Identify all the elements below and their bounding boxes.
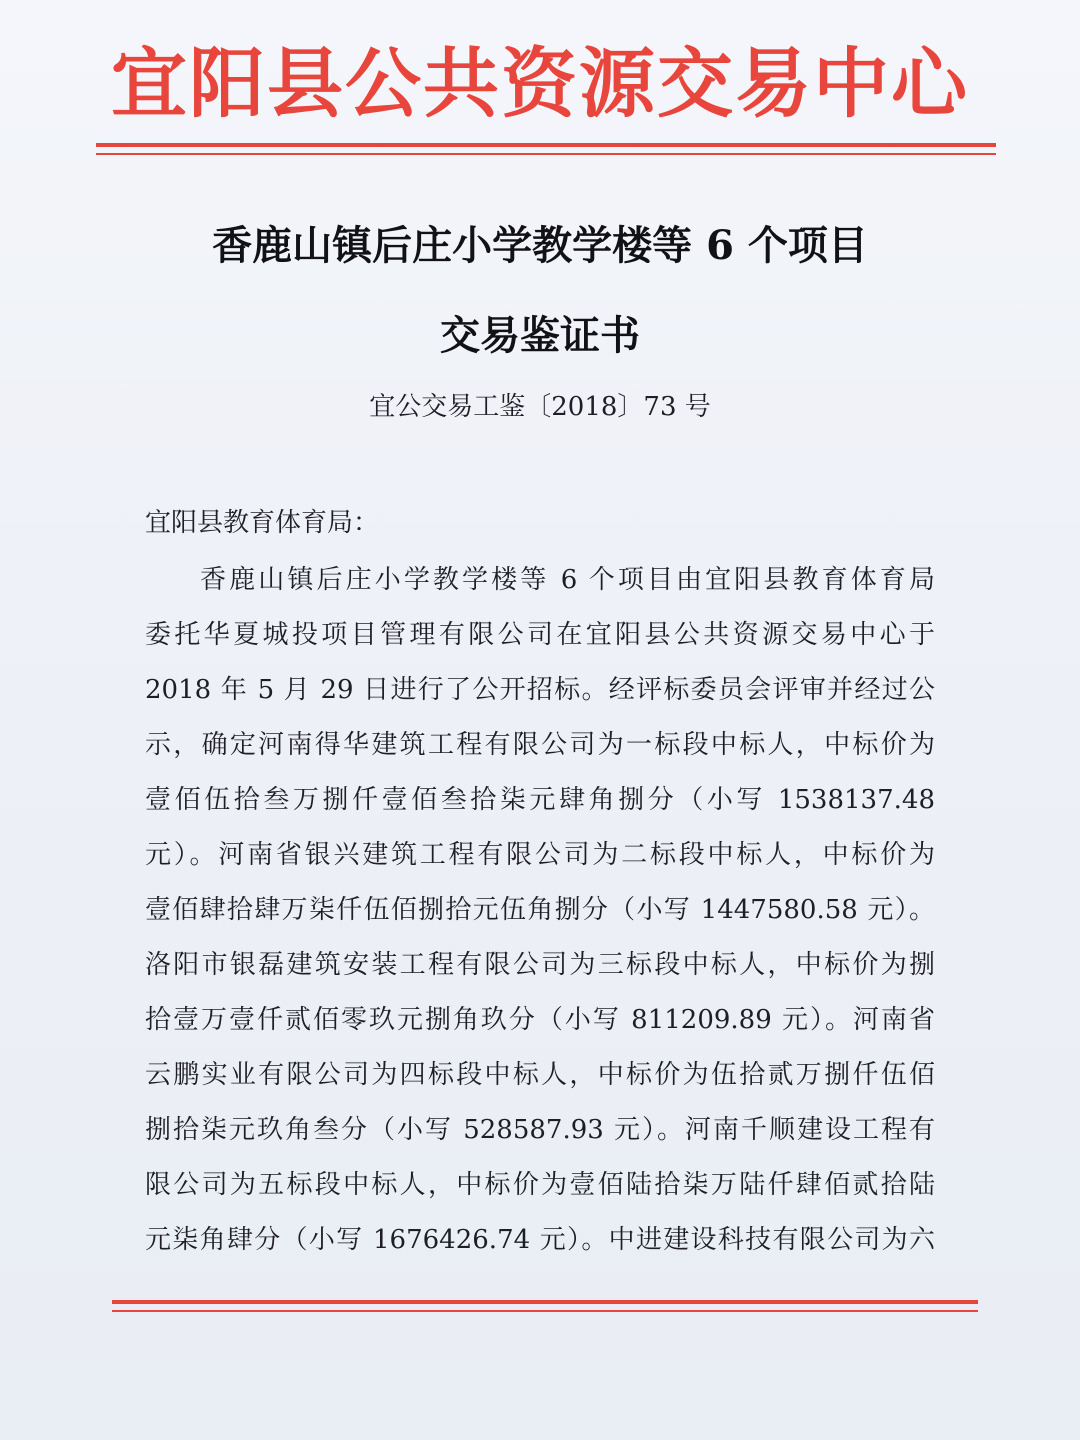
body-line: 洛阳市银磊建筑安装工程有限公司为三标段中标人，中标价为捌 bbox=[145, 950, 935, 980]
body-line: 壹佰伍拾叁万捌仟壹佰叁拾柒元肆角捌分（小写 1538137.48 bbox=[145, 785, 935, 815]
body-line: 香鹿山镇后庄小学教学楼等 6 个项目由宜阳县教育体育局 bbox=[200, 565, 935, 595]
footer-rule-thick bbox=[112, 1300, 978, 1304]
body-line: 云鹏实业有限公司为四标段中标人，中标价为伍拾贰万捌仟伍佰 bbox=[145, 1060, 935, 1090]
body-line: 元）。河南省银兴建筑工程有限公司为二标段中标人，中标价为 bbox=[145, 840, 935, 870]
addressee: 宜阳县教育体育局： bbox=[145, 508, 380, 538]
letterhead-org-name: 宜阳县公共资源交易中心 bbox=[111, 39, 969, 128]
letterhead-rule-thin bbox=[96, 153, 996, 155]
body-line: 壹佰肆拾肆万柒仟伍佰捌拾元伍角捌分（小写 1447580.58 元）。 bbox=[145, 895, 935, 925]
body-line: 委托华夏城投项目管理有限公司在宜阳县公共资源交易中心于 bbox=[145, 620, 935, 650]
body-line: 元柒角肆分（小写 1676426.74 元）。中进建设科技有限公司为六 bbox=[145, 1225, 935, 1255]
body-line: 捌拾柒元玖角叁分（小写 528587.93 元）。河南千顺建设工程有 bbox=[145, 1115, 935, 1145]
body-line: 示，确定河南得华建筑工程有限公司为一标段中标人，中标价为 bbox=[145, 730, 935, 760]
document-number: 宜公交易工鉴〔2018〕73 号 bbox=[369, 392, 711, 422]
document-title-line-1: 香鹿山镇后庄小学教学楼等 6 个项目 bbox=[212, 222, 868, 269]
letterhead-rule-thick bbox=[96, 143, 996, 147]
body-line: 限公司为五标段中标人，中标价为壹佰陆拾柒万陆仟肆佰贰拾陆 bbox=[145, 1170, 935, 1200]
body-line: 2018 年 5 月 29 日进行了公开招标。经评标委员会评审并经过公 bbox=[145, 675, 935, 705]
body-line: 拾壹万壹仟贰佰零玖元捌角玖分（小写 811209.89 元）。河南省 bbox=[145, 1005, 935, 1035]
document-title-line-2: 交易鉴证书 bbox=[440, 312, 640, 359]
footer-rule-thin bbox=[112, 1310, 978, 1312]
